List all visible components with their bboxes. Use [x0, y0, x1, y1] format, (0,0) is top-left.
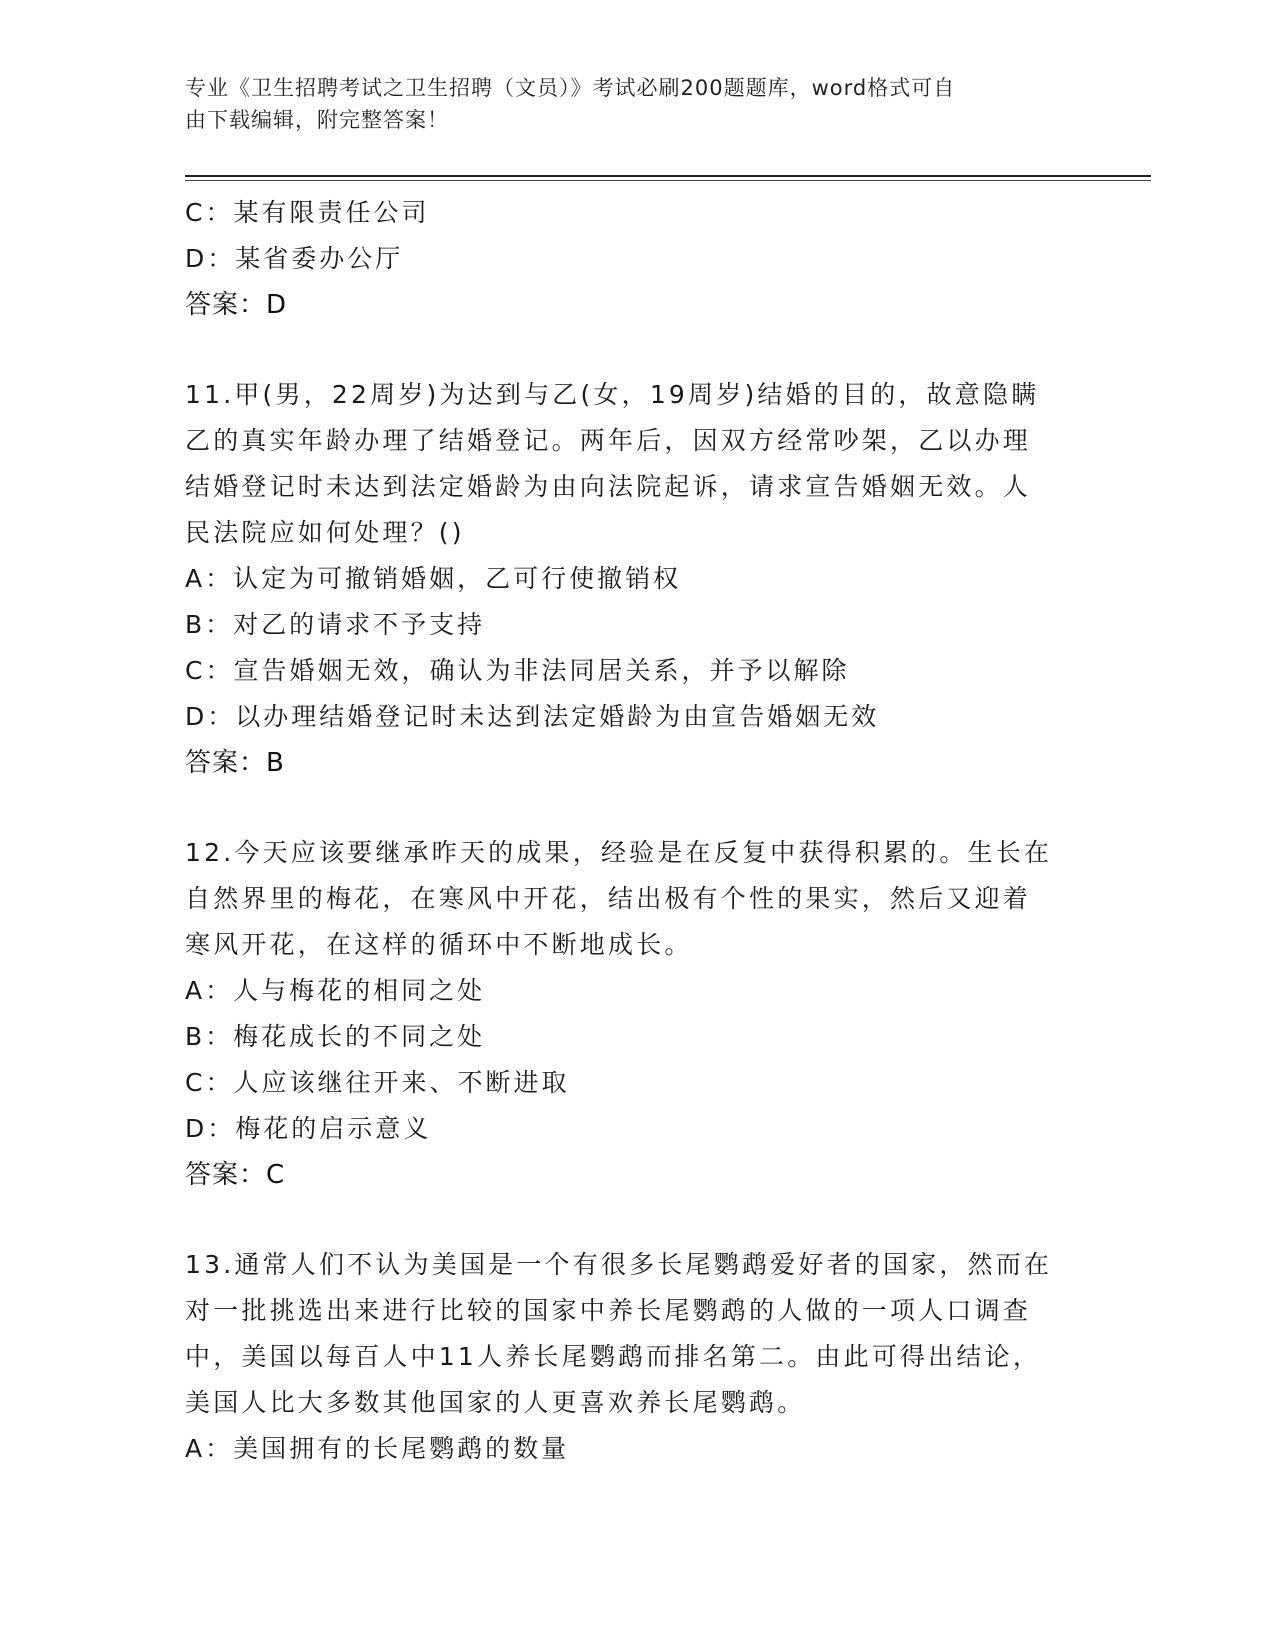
option-a: A：美国拥有的长尾鹦鹉的数量 — [185, 1434, 570, 1463]
option-a: A：认定为可撤销婚姻，乙可行使撤销权 — [185, 564, 682, 593]
question-11 — [185, 372, 1085, 786]
question-text — [185, 372, 1085, 556]
header-divider-thin — [185, 180, 1151, 181]
answer-line: 答案：B — [185, 748, 285, 778]
option-c: C：人应该继往开来、不断进取 — [185, 1068, 570, 1097]
option-c: C：宣告婚姻无效，确认为非法同居关系，并予以解除 — [185, 656, 850, 685]
question-13 — [185, 1242, 1085, 1472]
option-b: B：对乙的请求不予支持 — [185, 610, 486, 639]
answer-line: 答案：C — [185, 1160, 286, 1190]
question-text — [185, 1242, 1085, 1426]
question-line: 美国人比大多数其他国家的人更喜欢养长尾鹦鹉。 — [185, 1388, 806, 1417]
question-line: 中，美国以每百人中11人养长尾鹦鹉而排名第二。由此可得出结论， — [185, 1342, 1042, 1371]
header-line-2: 由下载编辑，附完整答案！ — [185, 108, 449, 132]
spacer — [185, 328, 1085, 372]
question-line: 结婚登记时未达到法定婚龄为由向法院起诉，请求宣告婚姻无效。人 — [185, 472, 1032, 501]
question-line: 对一批挑选出来进行比较的国家中养长尾鹦鹉的人做的一项人口调查 — [185, 1296, 1032, 1325]
question-10-tail — [185, 190, 1085, 328]
question-line: 13.通常人们不认为美国是一个有很多长尾鹦鹉爱好者的国家，然而在 — [185, 1250, 1053, 1279]
option-a: A：人与梅花的相同之处 — [185, 976, 486, 1005]
document-body — [185, 190, 1085, 1472]
question-line: 自然界里的梅花，在寒风中开花，结出极有个性的果实，然后又迎着 — [185, 884, 1032, 913]
answer-line: 答案：D — [185, 290, 288, 320]
question-12 — [185, 830, 1085, 1198]
spacer — [185, 1198, 1085, 1242]
question-line: 寒风开花，在这样的循环中不断地成长。 — [185, 930, 693, 959]
option-d: D：以办理结婚登记时未达到法定婚龄为由宣告婚姻无效 — [185, 702, 880, 731]
header-divider-thick — [185, 175, 1151, 177]
spacer — [185, 786, 1085, 830]
question-line: 乙的真实年龄办理了结婚登记。两年后，因双方经常吵架，乙以办理 — [185, 426, 1032, 455]
document-header — [185, 72, 1075, 136]
question-line: 民法院应如何处理？() — [185, 518, 465, 547]
option-b: B：梅花成长的不同之处 — [185, 1022, 486, 1051]
question-line: 11.甲(男，22周岁)为达到与乙(女，19周岁)结婚的目的，故意隐瞒 — [185, 380, 1040, 409]
option-d: D：某省委办公厅 — [185, 244, 404, 273]
question-text — [185, 830, 1085, 968]
question-line: 12.今天应该要继承昨天的成果，经验是在反复中获得积累的。生长在 — [185, 838, 1053, 867]
option-c: C：某有限责任公司 — [185, 198, 430, 227]
header-line-1: 专业《卫生招聘考试之卫生招聘（文员）》考试必刷200题题库，word格式可自 — [185, 76, 956, 100]
option-d: D：梅花的启示意义 — [185, 1114, 432, 1143]
